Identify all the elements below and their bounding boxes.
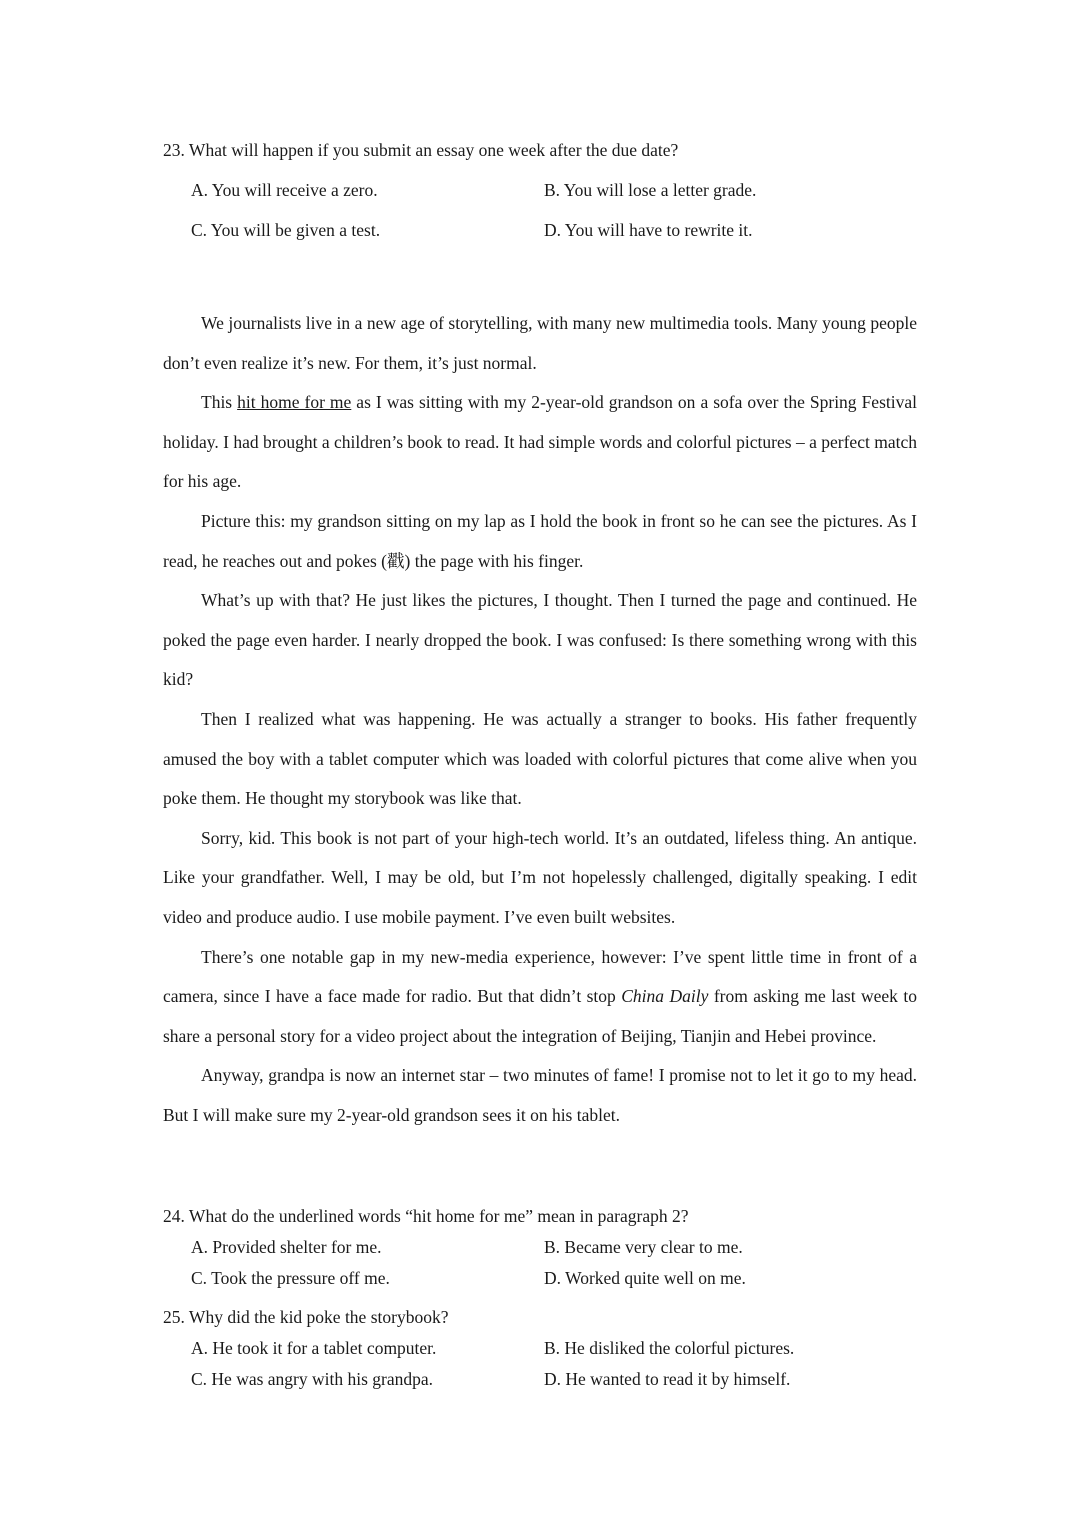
question-25-option-c: C. He was angry with his grandpa. (191, 1369, 434, 1389)
passage-paragraph-3: Picture this: my grandson sitting on my lap as I hold the book in front so he can see the pictures. As I read, he reaches out and pokes (戳) the page with his finger. (163, 510, 917, 571)
passage-paragraph-8: Anyway, grandpa is now an internet star – two minutes of fame! I promise not to let it go to my head. But I will make sure my 2-year-old grandson sees it on his tablet. (163, 1065, 917, 1125)
paragraph-7-lead: There’s one notable gap in my new-media experience, however: I’ve spent little time in front of a camera, since I have a face made for radio. But that didn’t stop (163, 946, 917, 1007)
underlined-phrase: hit home for me (237, 392, 352, 413)
passage-paragraph-1: We journalists live in a new age of storytelling, with many new multimedia tools. Many young people don’t even realize it’s new. For them, it’s just normal. (163, 313, 917, 373)
question-25-option-a: A. He took it for a tablet computer. (191, 1338, 437, 1358)
question-24-option-b: B. Became very clear to me. (544, 1237, 743, 1257)
newspaper-name: China Daily (621, 986, 709, 1007)
question-23-option-c: C. You will be given a test. (191, 220, 381, 240)
question-24-option-d: D. Worked quite well on me. (544, 1268, 746, 1288)
paragraph-2-rest: as I was sitting with my 2-year-old grandson on a sofa over the Spring Festival holiday. I had brought a children’s book to read. It had simple words and colorful pictures – a perfect match for his age. (163, 392, 917, 492)
question-23-option-d: D. You will have to rewrite it. (544, 220, 753, 240)
paragraph-7-rest: from asking me last week to share a personal story for a video project about the integration of Beijing, Tianjin and Hebei province. (163, 986, 917, 1046)
question-25-stem: 25. Why did the kid poke the storybook? (163, 1307, 449, 1327)
question-24-option-c: C. Took the pressure off me. (191, 1268, 390, 1288)
question-24-stem: 24. What do the underlined words “hit home for me” mean in paragraph 2? (163, 1206, 689, 1226)
paragraph-2-lead: This (201, 392, 238, 413)
question-25-option-b: B. He disliked the colorful pictures. (544, 1338, 795, 1358)
question-23-option-a: A. You will receive a zero. (191, 180, 378, 200)
reading-passage (163, 304, 917, 1135)
passage-paragraph-5: Then I realized what was happening. He was actually a stranger to books. His father frequently amused the boy with a tablet computer which was loaded with colorful pictures that come alive when you poke them. He thought my storybook was like that. (163, 708, 917, 809)
passage-paragraph-4: What’s up with that? He just likes the pictures, I thought. Then I turned the page and continued. He poked the page even harder. I nearly dropped the book. I was confused: Is there something wrong with this kid? (163, 590, 917, 690)
question-23-stem: 23. What will happen if you submit an essay one week after the due date? (163, 140, 679, 160)
passage-paragraph-7 (163, 938, 917, 1057)
question-23-option-b: B. You will lose a letter grade. (544, 180, 757, 200)
question-24-option-a: A. Provided shelter for me. (191, 1237, 382, 1257)
question-25-option-d: D. He wanted to read it by himself. (544, 1369, 791, 1389)
passage-paragraph-6: Sorry, kid. This book is not part of your high-tech world. It’s an outdated, lifeless thing. An antique. Like your grandfather. Well, I may be old, but I’m not hopelessly challenged, digitally speaking. I edit video and produce audio. I use mobile payment. I’ve even built websites. (163, 827, 917, 927)
passage-paragraph-2 (163, 383, 917, 502)
